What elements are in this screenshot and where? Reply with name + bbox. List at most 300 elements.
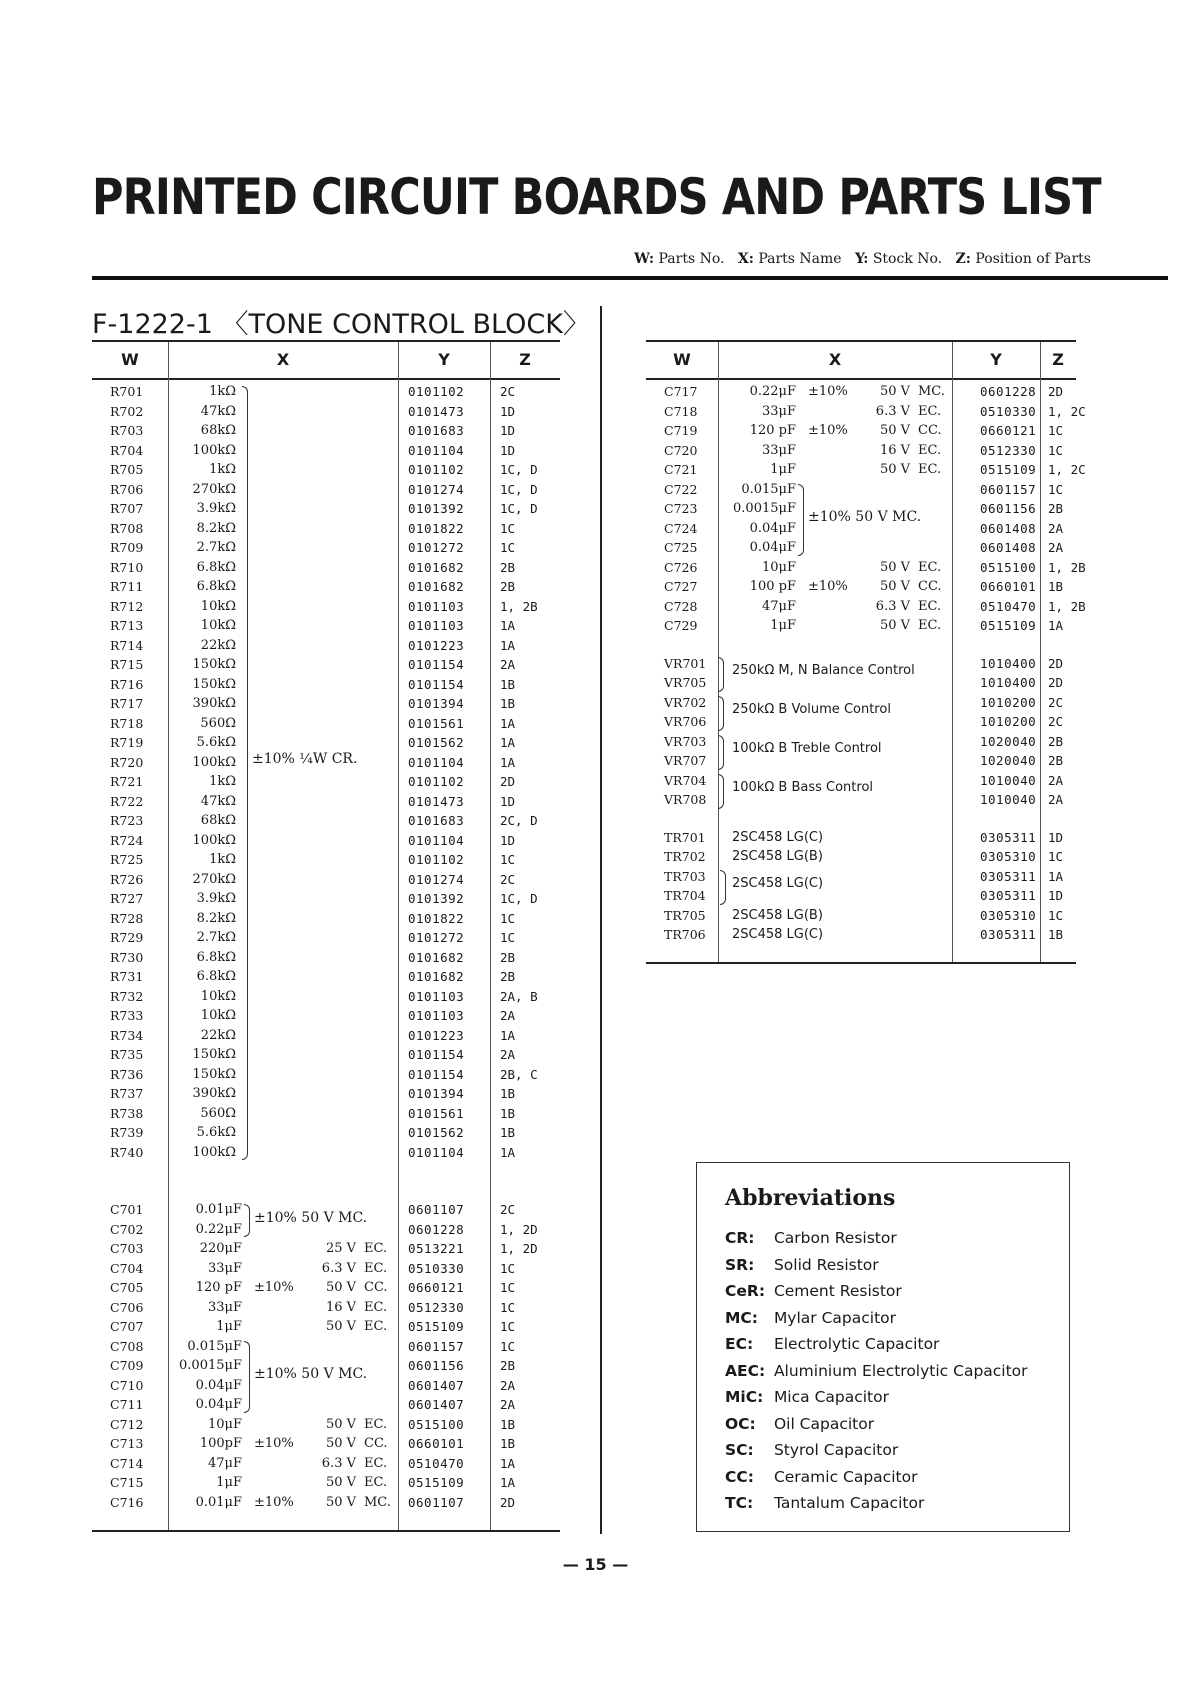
resistor-group-spec: ±10% ¼W CR.: [252, 750, 358, 767]
abbreviation-item: [725, 1415, 874, 1433]
abbreviations-title: Abbreviations: [725, 1185, 896, 1211]
position: 1C: [1048, 423, 1064, 438]
abbreviation-meaning: Cement Resistor: [773, 1282, 902, 1300]
part-no: C716: [110, 1494, 144, 1510]
part-no: R710: [110, 559, 144, 575]
part-value: 5.6kΩ: [196, 1125, 236, 1140]
part-value: 100 pF: [749, 579, 796, 594]
part-value: 33μF: [761, 442, 796, 458]
left-parts-table: [92, 0, 560, 1682]
voltage: 50 V: [325, 1436, 356, 1451]
part-value: 0.04μF: [195, 1397, 242, 1412]
part-no: R723: [110, 813, 144, 828]
part-no: VR702: [664, 694, 707, 710]
stock-no: 1010040: [980, 792, 1037, 807]
part-value: 33μF: [761, 403, 796, 419]
stock-no: 0101103: [408, 618, 465, 633]
stock-no: 0101683: [408, 423, 465, 438]
stock-no: 0601157: [980, 481, 1037, 497]
part-no: TR705: [664, 907, 706, 923]
part-value: 3.9kΩ: [196, 891, 236, 906]
part-value: 150kΩ: [192, 676, 236, 692]
cap-type: EC.: [918, 618, 942, 633]
right-table-end-rule: [646, 962, 1076, 964]
table-row: [92, 1026, 560, 1046]
position: 2A: [500, 1377, 516, 1393]
stock-no: 0101223: [408, 1027, 465, 1043]
part-no: R720: [110, 754, 144, 770]
part-value: 0.0015μF: [733, 501, 796, 516]
part-value: 10kΩ: [200, 618, 236, 633]
table-row: [646, 421, 1076, 441]
table-row: [92, 499, 560, 519]
position: 1D: [500, 403, 516, 419]
stock-no: 0101272: [408, 540, 465, 555]
part-value: 1μF: [216, 1319, 242, 1334]
part-no: C722: [664, 481, 698, 497]
position: 2B: [500, 969, 516, 984]
control-description: 250kΩ M, N Balance Control: [732, 663, 915, 679]
cap-type: CC.: [918, 423, 942, 438]
stock-no: 1020040: [980, 753, 1037, 768]
stock-no: 0305311: [980, 868, 1037, 884]
voltage: 6.3 V: [321, 1260, 356, 1276]
table-row: [92, 558, 560, 578]
position: 1B: [500, 1105, 516, 1121]
part-value: 150kΩ: [192, 1066, 236, 1082]
abbreviation-key: MC:: [725, 1308, 758, 1327]
stock-no: 0101154: [408, 657, 465, 672]
stock-no: 0101103: [408, 598, 465, 614]
position: 2B: [500, 949, 516, 965]
stock-no: 0601156: [408, 1358, 465, 1373]
position: 1D: [500, 423, 516, 438]
abbreviation-meaning: Mylar Capacitor: [773, 1308, 897, 1327]
part-value: 22kΩ: [200, 637, 236, 653]
part-value: 6.8kΩ: [196, 559, 236, 575]
header-x: X: [276, 350, 290, 369]
left-table-end-rule: [92, 1530, 560, 1532]
voltage: 50 V: [879, 384, 910, 399]
part-value: 100kΩ: [192, 1144, 236, 1160]
table-row: [92, 382, 560, 402]
stock-no: 0512330: [980, 442, 1037, 458]
part-value: 10kΩ: [200, 598, 236, 614]
part-value: 100kΩ: [192, 754, 236, 770]
cap-type: EC.: [918, 462, 942, 477]
tolerance: ±10%: [808, 579, 848, 594]
table-row: [92, 1084, 560, 1104]
part-no: C706: [110, 1299, 144, 1315]
transistor-type: 2SC458 LG(C): [732, 829, 824, 845]
group-brace: [798, 484, 804, 556]
stock-no: 0101104: [408, 1144, 465, 1160]
position: 1, 2C: [1048, 403, 1086, 419]
part-value: 0.04μF: [749, 520, 796, 536]
position: 1, 2B: [500, 598, 538, 614]
control-description: 100kΩ B Treble Control: [732, 741, 882, 757]
part-value: 3.9kΩ: [196, 501, 236, 516]
table-row: [92, 460, 560, 480]
abbreviation-item: [725, 1494, 924, 1512]
stock-no: 0601407: [408, 1377, 465, 1393]
position: 1A: [500, 754, 516, 770]
abbreviation-item: [725, 1388, 889, 1406]
part-no: R719: [110, 735, 144, 750]
table-row: [92, 772, 560, 792]
part-value: 390kΩ: [192, 696, 236, 711]
cap-type: EC.: [918, 403, 942, 419]
stock-no: 0101104: [408, 442, 465, 458]
abbreviations-box: [696, 1162, 1070, 1532]
table-row: [646, 460, 1086, 480]
cap-type: CC.: [918, 579, 942, 594]
part-no: R738: [110, 1105, 144, 1121]
voltage: 25 V: [325, 1241, 356, 1256]
table-row: [646, 867, 1076, 887]
stock-no: 0101104: [408, 832, 465, 848]
part-no: C709: [110, 1358, 144, 1373]
part-no: R737: [110, 1086, 144, 1101]
abbreviation-item: [725, 1441, 898, 1459]
header-z: Z: [519, 350, 531, 369]
part-no: TR704: [664, 888, 706, 903]
table-row: [92, 597, 560, 617]
abbreviation-item: [725, 1256, 879, 1274]
position: 1, 2B: [1048, 598, 1086, 614]
position: 2D: [1048, 675, 1064, 690]
abbreviation-key: EC:: [725, 1335, 754, 1353]
table-row: [92, 636, 560, 656]
part-no: R709: [110, 540, 144, 555]
stock-no: 0101154: [408, 676, 465, 692]
table-row: [92, 1395, 560, 1415]
position: 1A: [500, 735, 516, 750]
stock-no: 0305311: [980, 927, 1037, 942]
part-value: 68kΩ: [200, 813, 236, 828]
part-no: R705: [110, 462, 144, 477]
position: 1C: [500, 910, 516, 926]
part-value: 2.7kΩ: [196, 540, 236, 555]
part-value: 2.7kΩ: [196, 930, 236, 945]
stock-no: 0515100: [408, 1416, 465, 1432]
part-value: 47kΩ: [200, 793, 236, 809]
transistor-type: 2SC458 LG(B): [732, 849, 823, 864]
part-no: R708: [110, 520, 144, 536]
part-value: 1kΩ: [209, 774, 236, 789]
abbreviation-key: SC:: [725, 1441, 754, 1459]
part-no: R732: [110, 988, 144, 1004]
abbreviation-meaning: Styrol Capacitor: [773, 1441, 899, 1459]
cap-group-spec: ±10% 50 V MC.: [254, 1365, 368, 1382]
part-no: R735: [110, 1047, 144, 1062]
position: 2A: [500, 1047, 516, 1062]
part-no: R727: [110, 891, 144, 906]
part-no: C713: [110, 1436, 144, 1451]
legend-x: X: Parts Name: [737, 251, 842, 267]
part-value: 100kΩ: [192, 832, 236, 848]
group-brace: [244, 1341, 250, 1413]
part-no: C728: [664, 598, 698, 614]
abbreviation-key: TC:: [725, 1494, 754, 1512]
part-no: C703: [110, 1241, 144, 1256]
table-row: [92, 1337, 560, 1357]
position: 2B: [500, 559, 516, 575]
position: 2B: [1048, 501, 1064, 516]
part-no: TR701: [664, 829, 706, 845]
voltage: 50 V: [879, 423, 910, 438]
position: 1, 2D: [500, 1241, 538, 1256]
cap-type: EC.: [364, 1319, 388, 1334]
voltage: 16 V: [325, 1299, 356, 1315]
position: 1C: [500, 1260, 516, 1276]
part-no: C721: [664, 462, 698, 477]
table-row: [646, 480, 1076, 500]
abbreviation-meaning: Electrolytic Capacitor: [773, 1335, 940, 1353]
part-value: 0.015μF: [741, 481, 796, 497]
abbreviation-meaning: Oil Capacitor: [773, 1414, 875, 1433]
voltage: 50 V: [879, 579, 910, 594]
stock-no: 0515100: [980, 559, 1037, 575]
part-no: TR703: [664, 868, 706, 884]
voltage: 50 V: [879, 462, 910, 477]
table-row: [92, 1239, 560, 1259]
stock-no: 0305311: [980, 829, 1037, 845]
part-value: 1μF: [770, 462, 796, 477]
stock-no: 0101102: [408, 774, 465, 789]
voltage: 50 V: [325, 1416, 356, 1432]
abbreviation-meaning: Carbon Resistor: [773, 1229, 897, 1247]
part-value: 33μF: [207, 1260, 242, 1276]
position: 1, 2B: [1048, 559, 1086, 575]
stock-no: 0305310: [980, 849, 1037, 864]
table-row: [92, 1123, 560, 1143]
transistor-type: 2SC458 LG(B): [732, 907, 823, 923]
legend-y: Y: Stock No.: [854, 251, 943, 267]
part-no: C705: [110, 1280, 144, 1295]
stock-no: 0601407: [408, 1397, 465, 1412]
part-no: R722: [110, 793, 144, 809]
part-value: 220μF: [199, 1241, 242, 1256]
voltage: 50 V: [325, 1475, 356, 1490]
part-value: 1kΩ: [209, 462, 236, 477]
table-row: [92, 1259, 560, 1279]
table-row: [92, 1454, 560, 1474]
part-value: 0.04μF: [749, 540, 796, 555]
position: 1A: [1048, 618, 1064, 633]
position: 1A: [500, 637, 516, 653]
part-no: R707: [110, 501, 144, 516]
stock-no: 0601107: [408, 1494, 465, 1510]
table-row: [92, 714, 560, 734]
stock-no: 0101274: [408, 481, 465, 497]
table-row: [92, 1434, 560, 1454]
header-x: X: [828, 350, 842, 369]
abbreviation-meaning: Mica Capacitor: [773, 1388, 889, 1406]
stock-no: 0101394: [408, 696, 465, 711]
table-row: [92, 1317, 560, 1337]
part-value: 47kΩ: [200, 403, 236, 419]
position: 1C: [1048, 442, 1064, 458]
table-row: [646, 847, 1076, 867]
table-row: [92, 675, 560, 695]
part-no: C719: [664, 423, 698, 438]
position: 1C, D: [500, 462, 538, 477]
position: 2B: [1048, 733, 1064, 749]
part-value: 6.8kΩ: [196, 949, 236, 965]
stock-no: 0513221: [408, 1241, 465, 1256]
position: 2C: [1048, 694, 1064, 710]
tolerance: ±10%: [254, 1436, 294, 1451]
header-y: Y: [990, 350, 1002, 369]
abbreviation-meaning: Ceramic Capacitor: [773, 1467, 918, 1486]
table-row: [646, 828, 1076, 848]
table-row: [92, 967, 560, 987]
part-no: C720: [664, 442, 698, 458]
stock-no: 0510330: [408, 1260, 465, 1276]
position: 1C: [500, 1299, 516, 1315]
part-no: VR707: [664, 753, 707, 768]
part-no: R739: [110, 1125, 144, 1140]
cap-type: EC.: [364, 1475, 388, 1490]
stock-no: 0515109: [980, 462, 1037, 477]
group-brace: [718, 657, 724, 692]
part-no: R724: [110, 832, 144, 848]
part-no: C715: [110, 1475, 144, 1490]
stock-no: 0101683: [408, 813, 465, 828]
stock-no: 1010400: [980, 675, 1037, 690]
table-row: [646, 616, 1076, 636]
part-no: R706: [110, 481, 144, 497]
part-value: 150kΩ: [192, 1047, 236, 1062]
position: 2B: [500, 1358, 516, 1373]
voltage: 50 V: [325, 1494, 356, 1510]
header-w: W: [673, 350, 691, 369]
table-row: [92, 1006, 560, 1026]
stock-no: 0515109: [408, 1319, 465, 1334]
table-row: [92, 616, 560, 636]
stock-no: 0101682: [408, 969, 465, 984]
position: 1B: [500, 1436, 516, 1451]
part-no: R711: [110, 579, 144, 594]
table-row: [646, 402, 1086, 422]
part-no: VR706: [664, 714, 707, 729]
position: 2C: [500, 1202, 516, 1217]
part-value: 0.01μF: [195, 1202, 242, 1217]
voltage: 6.3 V: [875, 403, 910, 419]
part-no: C723: [664, 501, 698, 516]
table-row: [92, 870, 560, 890]
group-brace: [720, 870, 726, 905]
stock-no: 0601408: [980, 520, 1037, 536]
stock-no: 0601157: [408, 1338, 465, 1354]
stock-no: 0512330: [408, 1299, 465, 1315]
tolerance: ±10%: [254, 1494, 294, 1510]
position: 1C: [1048, 907, 1064, 923]
part-no: R713: [110, 618, 144, 633]
part-no: R736: [110, 1066, 144, 1082]
cap-group-spec: ±10% 50 V MC.: [254, 1209, 368, 1226]
part-no: R701: [110, 384, 144, 399]
stock-no: 0510330: [980, 403, 1037, 419]
tolerance: ±10%: [808, 423, 848, 438]
part-value: 120 pF: [195, 1280, 242, 1295]
cap-type: EC.: [364, 1241, 388, 1256]
position: 2A: [500, 1008, 516, 1023]
position: 1A: [500, 715, 516, 731]
part-value: 1kΩ: [209, 384, 236, 399]
header-w: W: [121, 350, 139, 369]
stock-no: 0101562: [408, 735, 465, 750]
position: 2B, C: [500, 1066, 538, 1082]
position: 2D: [1048, 384, 1064, 399]
part-no: R740: [110, 1144, 144, 1160]
part-value: 10μF: [207, 1416, 242, 1432]
group-brace: [242, 386, 248, 1160]
position: 1D: [1048, 888, 1064, 903]
part-no: R731: [110, 969, 144, 984]
part-no: R702: [110, 403, 144, 419]
cap-type: EC.: [918, 559, 942, 575]
part-value: 1kΩ: [209, 852, 236, 867]
voltage: 6.3 V: [321, 1455, 356, 1471]
stock-no: 1010040: [980, 772, 1037, 788]
stock-no: 0660121: [408, 1280, 465, 1295]
abbreviation-meaning: Tantalum Capacitor: [773, 1494, 925, 1512]
stock-no: 0101561: [408, 1105, 465, 1121]
abbreviation-key: CC:: [725, 1467, 754, 1486]
part-value: 1μF: [216, 1475, 242, 1490]
part-no: C725: [664, 540, 698, 555]
part-value: 5.6kΩ: [196, 735, 236, 750]
part-no: R730: [110, 949, 144, 965]
page-number: — 15 —: [562, 1555, 629, 1574]
abbreviation-meaning: Solid Resistor: [773, 1255, 879, 1274]
position: 1A: [500, 1144, 516, 1160]
cap-type: EC.: [364, 1299, 388, 1315]
voltage: 50 V: [879, 618, 910, 633]
part-no: TR706: [664, 927, 706, 942]
part-no: R725: [110, 852, 144, 867]
table-row: [92, 1143, 560, 1163]
abbreviation-key: CR:: [725, 1229, 755, 1247]
part-value: 270kΩ: [192, 481, 236, 497]
table-row: [92, 655, 560, 675]
stock-no: 0305310: [980, 907, 1037, 923]
right-table-header: [646, 340, 1076, 380]
part-no: R721: [110, 774, 144, 789]
table-row: [92, 402, 560, 422]
position: 1C, D: [500, 501, 538, 516]
part-no: R733: [110, 1008, 144, 1023]
cap-type: MC.: [364, 1494, 391, 1510]
part-no: R734: [110, 1027, 144, 1043]
position: 2A: [1048, 540, 1064, 555]
part-value: 10kΩ: [200, 1008, 236, 1023]
table-row: [646, 538, 1076, 558]
position: 1A: [500, 618, 516, 633]
table-row: [92, 577, 560, 597]
position: 1D: [500, 832, 516, 848]
stock-no: 0101102: [408, 852, 465, 867]
part-no: R714: [110, 637, 144, 653]
part-no: C711: [110, 1397, 144, 1412]
stock-no: 0510470: [408, 1455, 465, 1471]
transistor-group-type: 2SC458 LG(C): [732, 876, 824, 892]
header-z: Z: [1052, 350, 1064, 369]
position: 2A: [500, 1397, 516, 1412]
stock-no: 0660121: [980, 423, 1037, 438]
